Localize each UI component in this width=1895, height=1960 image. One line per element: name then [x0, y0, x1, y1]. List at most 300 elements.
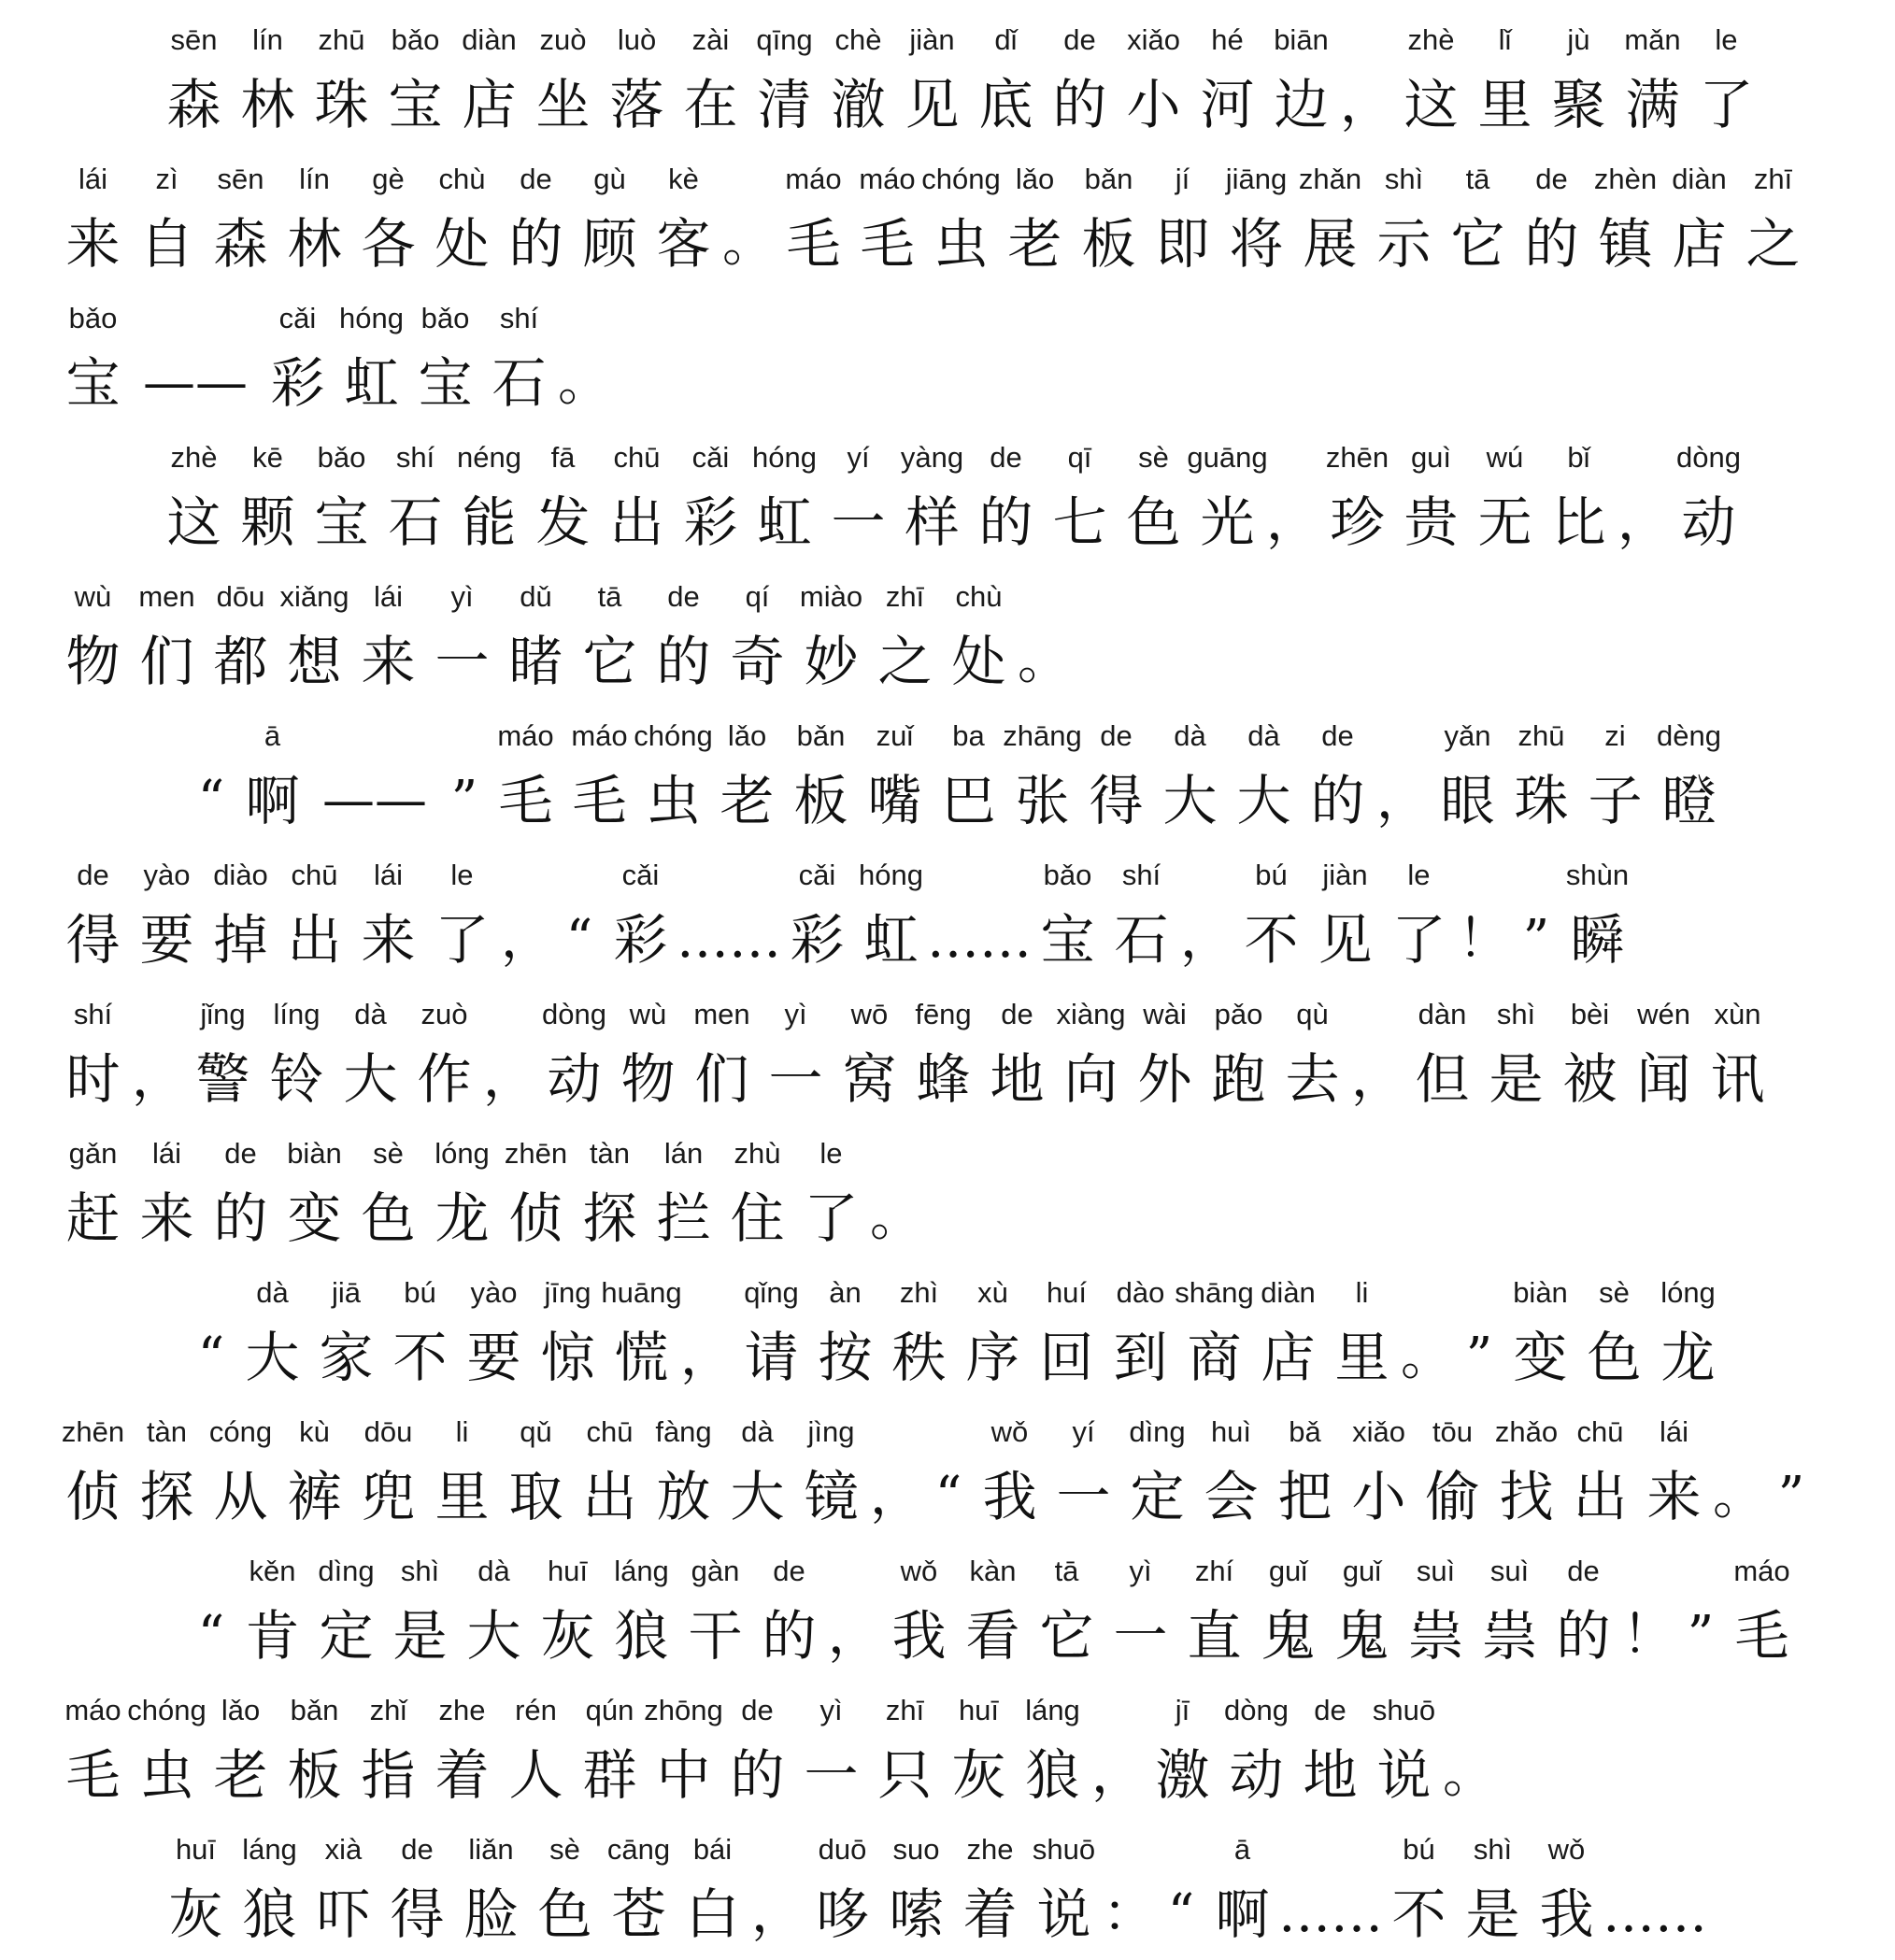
- character-unit: [748, 21, 821, 150]
- character-unit: [306, 1831, 380, 1960]
- character-unit: [808, 1274, 882, 1403]
- text-line: [56, 846, 1839, 986]
- pinyin: zhēn: [1325, 441, 1389, 474]
- pinyin: tā: [1465, 163, 1490, 195]
- hanzi: 毛: [786, 212, 841, 276]
- hanzi: 板: [1081, 212, 1136, 276]
- hanzi: 虫: [646, 769, 701, 832]
- character-unit: [335, 300, 408, 429]
- hanzi: 按: [818, 1326, 873, 1389]
- hanzi: 出: [609, 490, 664, 554]
- hanzi: 警: [195, 1047, 250, 1111]
- hanzi: 物: [620, 1047, 676, 1111]
- text-line: [56, 429, 1839, 568]
- character-unit: [882, 1274, 956, 1403]
- character-unit: [1637, 1413, 1711, 1542]
- character-unit: [600, 439, 674, 568]
- pinyin: xùn: [1714, 998, 1761, 1030]
- punctuation-mark: “: [197, 1605, 225, 1666]
- text-line: [56, 568, 1839, 707]
- character-unit: [998, 161, 1072, 290]
- character-unit: [127, 1692, 207, 1821]
- pinyin: àn: [829, 1276, 862, 1309]
- pinyin: cóng: [208, 1415, 273, 1448]
- character-unit: [573, 1692, 647, 1821]
- pinyin: chū: [291, 859, 338, 891]
- punctuation-mark: ”: [1777, 1466, 1805, 1527]
- pinyin: cǎi: [798, 859, 836, 891]
- hanzi: 大: [1162, 769, 1218, 832]
- punctuation-mark: ，: [1617, 491, 1670, 552]
- hanzi: 无: [1477, 490, 1532, 554]
- pinyin: gàn: [691, 1555, 740, 1587]
- character-unit: [1153, 717, 1227, 846]
- character-unit: [56, 857, 130, 986]
- hanzi: 这: [1403, 73, 1459, 136]
- pinyin: zhēn: [504, 1137, 568, 1170]
- pinyin: dào: [1116, 1276, 1165, 1309]
- character-unit: [1399, 1553, 1473, 1682]
- character-unit: [499, 1692, 573, 1821]
- pinyin: de: [1314, 1694, 1346, 1726]
- pinyin: men: [138, 580, 195, 613]
- hanzi: 清: [757, 73, 812, 136]
- character-unit: [953, 1831, 1027, 1960]
- pinyin: yì: [450, 580, 474, 613]
- pinyin: shí: [395, 441, 435, 474]
- pinyin: kù: [299, 1415, 330, 1448]
- pinyin: sè: [1599, 1276, 1630, 1309]
- pinyin: shì: [1473, 1833, 1513, 1866]
- hanzi: 见: [1318, 908, 1373, 972]
- hanzi: 珍: [1330, 490, 1385, 554]
- pinyin: zhōng: [644, 1694, 723, 1726]
- hanzi: 子: [1588, 769, 1643, 832]
- hanzi: 大: [466, 1604, 521, 1668]
- hanzi: 地: [990, 1047, 1045, 1111]
- hanzi: 了: [804, 1186, 859, 1250]
- hanzi: 虫: [933, 212, 989, 276]
- character-unit: [777, 161, 850, 290]
- pinyin: luò: [617, 23, 657, 56]
- pinyin: bèi: [1570, 998, 1610, 1030]
- pinyin: chù: [955, 580, 1003, 613]
- punctuation: [1603, 1831, 1706, 1960]
- hanzi: 是: [392, 1604, 448, 1668]
- hanzi: 跑: [1211, 1047, 1266, 1111]
- character-unit: [1251, 1274, 1325, 1403]
- pinyin: hóng: [752, 441, 817, 474]
- character-unit: [278, 857, 351, 986]
- hanzi: 林: [240, 73, 295, 136]
- pinyin: dìng: [318, 1555, 375, 1587]
- pinyin: shuō: [1032, 1833, 1096, 1866]
- pinyin: qǐng: [744, 1276, 799, 1309]
- hanzi: 大: [245, 1326, 300, 1389]
- pinyin: de: [1100, 719, 1133, 752]
- character-unit: [56, 1135, 130, 1264]
- punctuation-mark: “: [934, 1466, 962, 1527]
- pinyin: wù: [629, 998, 667, 1030]
- punctuation: [187, 1553, 235, 1682]
- character-unit: [454, 1831, 528, 1960]
- pinyin: yào: [470, 1276, 518, 1309]
- character-unit: [1030, 1553, 1104, 1682]
- hanzi: 边: [1274, 73, 1329, 136]
- hanzi: 宝: [65, 351, 121, 415]
- pinyin: lái: [1659, 1415, 1688, 1448]
- hanzi: 龙: [1660, 1326, 1716, 1389]
- hanzi: 看: [965, 1604, 1020, 1668]
- punctuation: [1512, 857, 1560, 986]
- hanzi: 了: [1699, 73, 1754, 136]
- pinyin: de: [1063, 23, 1096, 56]
- hanzi: 毛: [1734, 1604, 1789, 1668]
- pinyin: zhī: [885, 1694, 925, 1726]
- pinyin: shí: [73, 998, 113, 1030]
- character-unit: [748, 439, 821, 568]
- hanzi: 讯: [1710, 1047, 1765, 1111]
- hanzi: 板: [287, 1743, 342, 1807]
- pinyin: tàn: [589, 1137, 631, 1170]
- punctuation: [1455, 1274, 1503, 1403]
- hanzi: 镇: [1598, 212, 1653, 276]
- pinyin: qīng: [756, 23, 813, 56]
- pinyin: bǎo: [420, 302, 470, 334]
- punctuation: [1456, 857, 1512, 986]
- punctuation-mark: ！: [1622, 1605, 1674, 1666]
- pinyin: de: [401, 1833, 434, 1866]
- hanzi: 虹: [757, 490, 812, 554]
- hanzi: 的: [1310, 769, 1365, 832]
- pinyin: máo: [785, 163, 842, 195]
- character-unit: [235, 717, 309, 846]
- character-unit: [882, 1553, 956, 1682]
- pinyin: cǎi: [278, 302, 317, 334]
- character-unit: [1301, 717, 1375, 846]
- hanzi: 虫: [139, 1743, 194, 1807]
- hanzi: 闻: [1636, 1047, 1691, 1111]
- character-unit: [1219, 161, 1293, 290]
- punctuation-mark: ，: [132, 1048, 184, 1109]
- hanzi: 里: [1477, 73, 1532, 136]
- hanzi: 侦: [65, 1465, 121, 1528]
- pinyin: yǎn: [1444, 719, 1491, 752]
- hanzi: 来: [65, 212, 121, 276]
- pinyin: dà: [354, 998, 387, 1030]
- hanzi: 大: [343, 1047, 398, 1111]
- pinyin: shùn: [1565, 859, 1630, 891]
- pinyin: lóng: [435, 1137, 490, 1170]
- pinyin: bǐ: [1567, 441, 1590, 474]
- hanzi: 狼: [242, 1882, 297, 1946]
- hanzi: 变: [287, 1186, 342, 1250]
- pinyin: zhe: [438, 1694, 486, 1726]
- pinyin: biān: [1274, 23, 1329, 56]
- character-unit: [130, 1413, 204, 1542]
- character-unit: [309, 1274, 383, 1403]
- character-unit: [278, 1135, 351, 1264]
- character-unit: [528, 1831, 602, 1960]
- hanzi: 吓: [316, 1882, 371, 1946]
- punctuation-mark: ，: [1091, 1744, 1144, 1805]
- character-unit: [879, 1831, 953, 1960]
- character-unit: [499, 1413, 573, 1542]
- pinyin: zhū: [1517, 719, 1565, 752]
- hanzi: 珠: [1514, 769, 1569, 832]
- character-unit: [1652, 717, 1726, 846]
- hanzi: 鬼: [1261, 1604, 1316, 1668]
- text-line: [56, 707, 1839, 846]
- pinyin: wǒ: [990, 1415, 1029, 1448]
- pinyin: jīng: [544, 1276, 591, 1309]
- character-unit: [602, 1831, 676, 1960]
- character-unit: [130, 161, 204, 290]
- hanzi: 商: [1187, 1326, 1242, 1389]
- pinyin: huí: [1046, 1276, 1088, 1309]
- pinyin: de: [77, 859, 109, 891]
- pinyin: zhǎo: [1494, 1415, 1559, 1448]
- punctuation: [720, 161, 777, 290]
- pinyin: xiǎo: [1352, 1415, 1405, 1448]
- punctuation: [1101, 1831, 1157, 1960]
- hanzi: 惊: [540, 1326, 595, 1389]
- hanzi: 们: [139, 630, 194, 693]
- hanzi: 激: [1155, 1743, 1210, 1807]
- hanzi: 群: [582, 1743, 637, 1807]
- punctuation-mark: ！: [1458, 909, 1510, 970]
- pinyin: dà: [1174, 719, 1206, 752]
- pinyin: xià: [324, 1833, 363, 1866]
- pinyin: shì: [1384, 163, 1424, 195]
- punctuation-mark: ，: [870, 1466, 922, 1527]
- character-unit: [531, 1274, 605, 1403]
- hanzi: 七: [1052, 490, 1107, 554]
- punctuation-mark: ”: [1465, 1327, 1493, 1387]
- character-unit: [482, 300, 556, 429]
- character-unit: [204, 578, 278, 707]
- hanzi: 森: [166, 73, 221, 136]
- pinyin: lán: [663, 1137, 704, 1170]
- punctuation-mark: ，: [1351, 1048, 1403, 1109]
- pinyin: fā: [550, 441, 576, 474]
- punctuation: [1616, 439, 1672, 568]
- pinyin: zhǐ: [369, 1694, 407, 1726]
- character-unit: [351, 857, 425, 986]
- character-unit: [1293, 161, 1367, 290]
- hanzi: 祟: [1408, 1604, 1463, 1668]
- hanzi: 毛: [572, 769, 627, 832]
- punctuation: [928, 857, 1031, 986]
- hanzi: 来: [139, 1186, 194, 1250]
- pinyin: zuǐ: [876, 719, 914, 752]
- pinyin: de: [1321, 719, 1354, 752]
- text-line: [56, 1542, 1839, 1682]
- punctuation: [868, 1413, 924, 1542]
- hanzi: 一: [804, 1743, 859, 1807]
- pinyin: shuō: [1372, 1694, 1436, 1726]
- character-unit: [1489, 1413, 1563, 1542]
- hanzi: 老: [720, 769, 775, 832]
- punctuation-mark: ”: [1687, 1605, 1715, 1666]
- hanzi: 出: [1573, 1465, 1628, 1528]
- punctuation-mark: “: [197, 1327, 225, 1387]
- character-unit: [906, 996, 980, 1125]
- text-line: [56, 1264, 1839, 1403]
- hanzi: 得: [1089, 769, 1144, 832]
- character-unit: [305, 439, 378, 568]
- pinyin: kàn: [969, 1555, 1017, 1587]
- hanzi: 小: [1126, 73, 1181, 136]
- character-unit: [261, 300, 335, 429]
- pinyin: zhù: [734, 1137, 781, 1170]
- character-unit: [278, 1692, 351, 1821]
- pinyin: shì: [1496, 998, 1536, 1030]
- punctuation-mark: ”: [1522, 909, 1550, 970]
- character-unit: [499, 161, 573, 290]
- character-unit: [351, 1413, 425, 1542]
- character-unit: [573, 1135, 647, 1264]
- hanzi: 嗦: [889, 1882, 944, 1946]
- character-unit: [204, 1135, 278, 1264]
- pinyin: dà: [477, 1555, 510, 1587]
- pinyin: lǎo: [221, 1694, 261, 1726]
- hanzi: 澈: [831, 73, 886, 136]
- character-unit: [1503, 1274, 1577, 1403]
- punctuation: [130, 300, 261, 429]
- character-unit: [1468, 21, 1542, 150]
- hanzi: 着: [435, 1743, 490, 1807]
- pinyin: le: [1715, 23, 1738, 56]
- character-unit: [425, 857, 499, 986]
- character-unit: [1394, 21, 1468, 150]
- punctuation-mark: ……: [1603, 1883, 1707, 1944]
- pinyin: gè: [372, 163, 405, 195]
- pinyin: zhǎn: [1298, 163, 1362, 195]
- pinyin: qún: [585, 1694, 634, 1726]
- pinyin: dàn: [1418, 998, 1467, 1030]
- pinyin: lái: [373, 859, 403, 891]
- character-unit: [378, 21, 452, 150]
- character-unit: [1320, 439, 1394, 568]
- pinyin: zuò: [420, 998, 468, 1030]
- hanzi: 的: [508, 212, 563, 276]
- hanzi: 色: [537, 1882, 592, 1946]
- character-unit: [794, 1135, 868, 1264]
- hanzi: 定: [319, 1604, 374, 1668]
- hanzi: 睹: [508, 630, 563, 693]
- pinyin: tōu: [1432, 1415, 1474, 1448]
- character-unit: [1079, 717, 1153, 846]
- punctuation: [1399, 1274, 1455, 1403]
- hanzi: 比: [1551, 490, 1606, 554]
- pinyin: qù: [1296, 998, 1329, 1030]
- hanzi: 去: [1285, 1047, 1340, 1111]
- pinyin: guāng: [1187, 441, 1268, 474]
- hanzi: 贵: [1403, 490, 1459, 554]
- punctuation: [187, 717, 235, 846]
- character-unit: [309, 1553, 383, 1682]
- hanzi: 得: [65, 908, 121, 972]
- character-unit: [157, 21, 231, 150]
- pinyin: xiàng: [1056, 998, 1126, 1030]
- punctuation: [187, 1274, 235, 1403]
- character-unit: [204, 1692, 278, 1821]
- pinyin: láng: [1025, 1694, 1080, 1726]
- character-unit: [1589, 161, 1662, 290]
- pinyin: de: [520, 163, 552, 195]
- pinyin: lóng: [1660, 1276, 1716, 1309]
- hanzi: 不: [392, 1326, 448, 1389]
- pinyin: zhī: [1753, 163, 1793, 195]
- hanzi: 颗: [240, 490, 295, 554]
- hanzi: 秩: [891, 1326, 947, 1389]
- pinyin: máo: [859, 163, 916, 195]
- pinyin: shāng: [1175, 1276, 1254, 1309]
- punctuation-mark: “: [197, 770, 225, 831]
- character-unit: [1030, 1274, 1104, 1403]
- pinyin: yào: [143, 859, 191, 891]
- text-line: [56, 290, 1839, 429]
- character-unit: [600, 21, 674, 150]
- punctuation-mark: ，: [1180, 909, 1232, 970]
- punctuation: [1016, 578, 1072, 707]
- pinyin: chóng: [921, 163, 1001, 195]
- character-unit: [720, 578, 794, 707]
- character-unit: [605, 1553, 678, 1682]
- hanzi: 能: [462, 490, 517, 554]
- hanzi: 石: [492, 351, 547, 415]
- hanzi: 嘴: [867, 769, 922, 832]
- punctuation-mark: 。: [722, 213, 775, 274]
- pinyin: zhí: [1194, 1555, 1234, 1587]
- character-unit: [780, 857, 854, 986]
- character-unit: [56, 1692, 130, 1821]
- pinyin: huì: [1210, 1415, 1252, 1448]
- hanzi: 的: [978, 490, 1033, 554]
- hanzi: 取: [508, 1465, 563, 1528]
- pinyin: jǐng: [200, 998, 246, 1030]
- hanzi: 都: [213, 630, 268, 693]
- character-unit: [378, 439, 452, 568]
- punctuation: [1676, 1553, 1725, 1682]
- pinyin: yì: [1129, 1555, 1152, 1587]
- hanzi: 一: [831, 490, 886, 554]
- pinyin: dà: [256, 1276, 289, 1309]
- character-unit: [1367, 1692, 1441, 1821]
- hanzi: 奇: [730, 630, 785, 693]
- character-unit: [1104, 1274, 1177, 1403]
- pinyin: guì: [1410, 441, 1452, 474]
- pinyin: mǎn: [1624, 23, 1681, 56]
- hanzi: 店: [1261, 1326, 1316, 1389]
- hanzi: 裤: [287, 1465, 342, 1528]
- character-unit: [235, 1274, 309, 1403]
- hanzi: 哆: [815, 1882, 870, 1946]
- hanzi: 一: [1113, 1604, 1168, 1668]
- hanzi: 聚: [1551, 73, 1606, 136]
- hanzi: 彩: [270, 351, 325, 415]
- hanzi: 直: [1187, 1604, 1242, 1668]
- text-line: [56, 1682, 1839, 1821]
- hanzi: 虹: [863, 908, 919, 972]
- character-unit: [278, 1413, 351, 1542]
- pinyin: wǒ: [1547, 1833, 1586, 1866]
- character-unit: [1146, 1692, 1219, 1821]
- pinyin: dǔ: [520, 580, 552, 613]
- pinyin: hé: [1211, 23, 1244, 56]
- character-unit: [186, 996, 260, 1125]
